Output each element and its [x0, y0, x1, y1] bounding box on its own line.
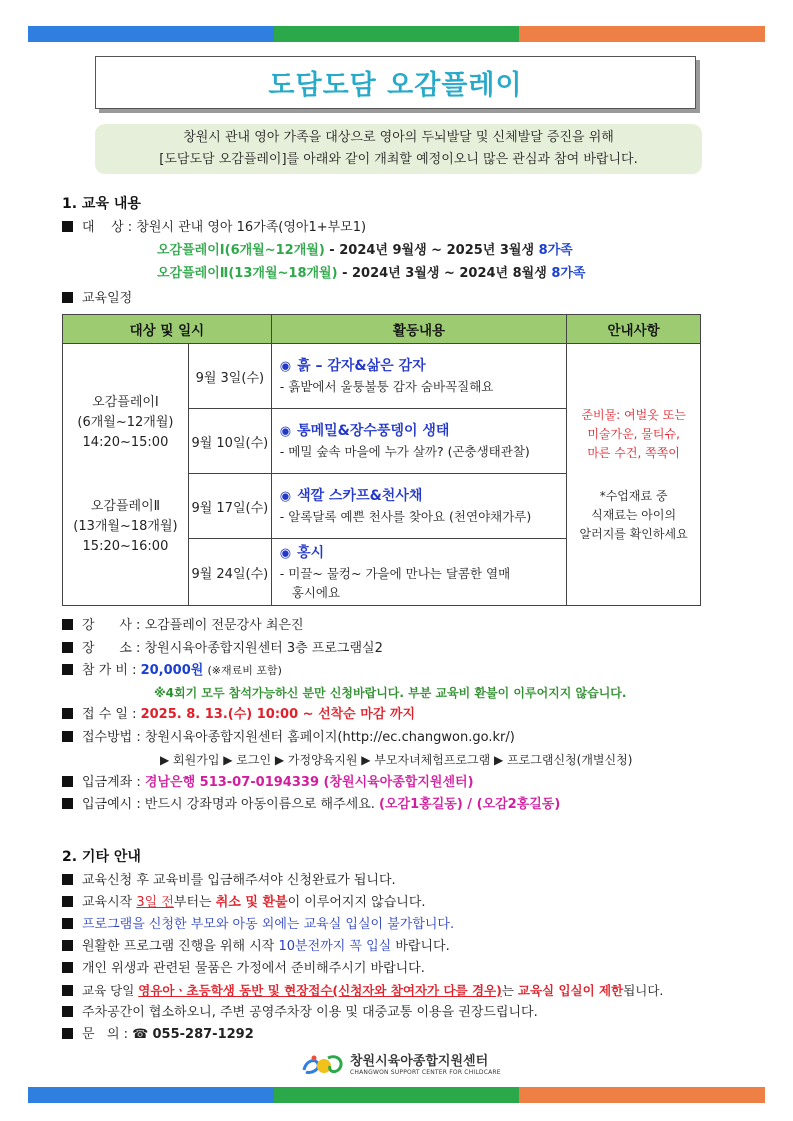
- square-bullet-icon: [62, 798, 73, 809]
- notice-item: 프로그램을 신청한 부모와 아동 외에는 교육실 입실이 불가합니다.: [62, 916, 454, 934]
- square-bullet-icon: [62, 642, 73, 653]
- schedule-table: [62, 314, 701, 606]
- page-title: 도담도담 오감플레이: [268, 70, 523, 101]
- org-name-ko: 창원시육아종합지원센터: [350, 1053, 489, 1069]
- date-cell: 9월 10일(수): [188, 409, 271, 474]
- group-cell: 오감플레이Ⅰ (6개월~12개월) 14:20~15:00 오감플레이Ⅱ (13개월~18개월) 15:20~16:00: [63, 344, 189, 606]
- square-bullet-icon: [62, 292, 73, 303]
- activity-cell: ◉ 홍시 - 미끌~ 물컹~ 가을에 만나는 달콤한 열매 홍시에요: [271, 539, 566, 606]
- group2-row: 오감플레이Ⅱ(13개월~18개월) - 2024년 3월생 ~ 2024년 8월생 8가족: [157, 266, 586, 281]
- square-bullet-icon: [62, 1028, 73, 1039]
- schedule-label-row: 교육일정: [62, 290, 132, 308]
- notice-item: 개인 위생과 관련된 물품은 가정에서 준비해주시기 바랍니다.: [62, 960, 425, 978]
- date-cell: 9월 17일(수): [188, 474, 271, 539]
- table-header: 안내사항: [567, 315, 701, 344]
- fee-warning: ※4회기 모두 참석가능하신 분만 신청바랍니다. 부분 교육비 환불이 이루어지지 않습니다.: [154, 686, 627, 700]
- circle-bullet-icon: ◉: [279, 424, 292, 439]
- notice-item: 교육 당일 영유아ㆍ초등학생 동반 및 현장접수(신청자와 참여자가 다를 경우)는 교육실 입실이 제한됩니다.: [62, 982, 663, 1000]
- square-bullet-icon: [62, 874, 73, 885]
- square-bullet-icon: [62, 221, 73, 232]
- group1-row: 오감플레이Ⅰ(6개월~12개월) - 2024년 9월생 ~ 2025년 3월생 8가족: [157, 243, 573, 258]
- reg-steps: ▶ 회원가입 ▶ 로그인 ▶ 가정양육지원 ▶ 부모자녀체험프로그램 ▶ 프로그램신청(개별신청): [160, 753, 633, 767]
- table-header: 대상 및 일시: [63, 315, 272, 344]
- activity-cell: ◉ 통메밀&장수풍뎅이 생태 - 메밀 숲속 마을에 누가 살까? (곤충생태관찰): [271, 409, 566, 474]
- notice-item: 주차공간이 협소하오니, 주변 공영주차장 이용 및 대중교통 이용을 권장드립니다.: [62, 1004, 538, 1022]
- square-bullet-icon: [62, 664, 73, 675]
- instructor-row: 강 사 : 오감플레이 전문강사 최은진: [62, 617, 304, 635]
- date-cell: 9월 3일(수): [188, 344, 271, 409]
- table-row: [63, 344, 701, 409]
- contact-row: 문 의 : ☎ 055-287-1292: [62, 1026, 254, 1044]
- square-bullet-icon: [62, 962, 73, 973]
- account-row: 입금계좌 : 경남은행 513-07-0194339 (창원시육아종합지원센터): [62, 774, 474, 792]
- square-bullet-icon: [62, 731, 73, 742]
- square-bullet-icon: [62, 896, 73, 907]
- circle-bullet-icon: ◉: [279, 489, 292, 504]
- reg-method-row: 접수방법 : 창원시육아종합지원센터 홈페이지(http://ec.changwon.go.kr/): [62, 729, 515, 747]
- table-header-row: [63, 315, 701, 344]
- top-color-bar: [28, 26, 765, 42]
- notice-item: 원활한 프로그램 진행을 위해 시작 10분전까지 꼭 입실 바랍니다.: [62, 938, 450, 956]
- intro-box: [95, 124, 702, 174]
- bottom-color-bar: [28, 1087, 765, 1103]
- reg-date-row: 접 수 일 : 2025. 8. 13.(수) 10:00 ~ 선착순 마감 까지: [62, 706, 415, 724]
- center-logo-icon: [300, 1052, 346, 1078]
- square-bullet-icon: [62, 918, 73, 929]
- intro-line-2: [도담도담 오감플레이]를 아래와 같이 개최할 예정이오니 많은 관심과 참여 바랍니다.: [159, 152, 638, 167]
- notes-cell: 준비물: 여벌옷 또는 미술가운, 물티슈, 마른 수건, 쪽쪽이 *수업재료 중 식재료는 아이의 알러지를 확인하세요: [567, 344, 701, 606]
- title-box: [95, 56, 696, 109]
- square-bullet-icon: [62, 1006, 73, 1017]
- activity-cell: ◉ 색깔 스카프&천사채 - 알록달록 예쁜 천사를 찾아요 (천연야채가루): [271, 474, 566, 539]
- table-header: 활동내용: [271, 315, 566, 344]
- fee-row: 참 가 비 : 20,000원 (※재료비 포함): [62, 662, 282, 680]
- square-bullet-icon: [62, 619, 73, 630]
- footer-logo: [300, 1052, 501, 1078]
- square-bullet-icon: [62, 708, 73, 719]
- org-name-en: CHANGWON SUPPORT CENTER FOR CHILDCARE: [350, 1068, 501, 1076]
- date-cell: 9월 24일(수): [188, 539, 271, 606]
- section2-title: 2. 기타 안내: [62, 849, 141, 865]
- target-row: 대 상 : 창원시 관내 영아 16가족(영아1+부모1): [62, 219, 366, 237]
- square-bullet-icon: [62, 940, 73, 951]
- activity-cell: ◉ 흙 – 감자&삶은 감자 - 흙밭에서 울퉁불퉁 감자 숨바꼭질해요: [271, 344, 566, 409]
- circle-bullet-icon: ◉: [279, 359, 292, 374]
- intro-line-1: 창원시 관내 영아 가족을 대상으로 영아의 두뇌발달 및 신체발달 증진을 위해: [183, 130, 614, 145]
- notice-item: 교육시작 3일 전부터는 취소 및 환불이 이루어지지 않습니다.: [62, 894, 426, 912]
- place-row: 장 소 : 창원시육아종합지원센터 3층 프로그램실2: [62, 640, 383, 658]
- phone-icon: ☎: [132, 1027, 149, 1042]
- square-bullet-icon: [62, 985, 73, 996]
- notice-item: 교육신청 후 교육비를 입금해주셔야 신청완료가 됩니다.: [62, 872, 396, 890]
- square-bullet-icon: [62, 776, 73, 787]
- circle-bullet-icon: ◉: [279, 545, 292, 561]
- deposit-row: 입금예시 : 반드시 강좌명과 아동이름으로 해주세요. (오감1홍길동) / (오감2홍길동): [62, 796, 560, 814]
- section1-title: 1. 교육 내용: [62, 196, 141, 212]
